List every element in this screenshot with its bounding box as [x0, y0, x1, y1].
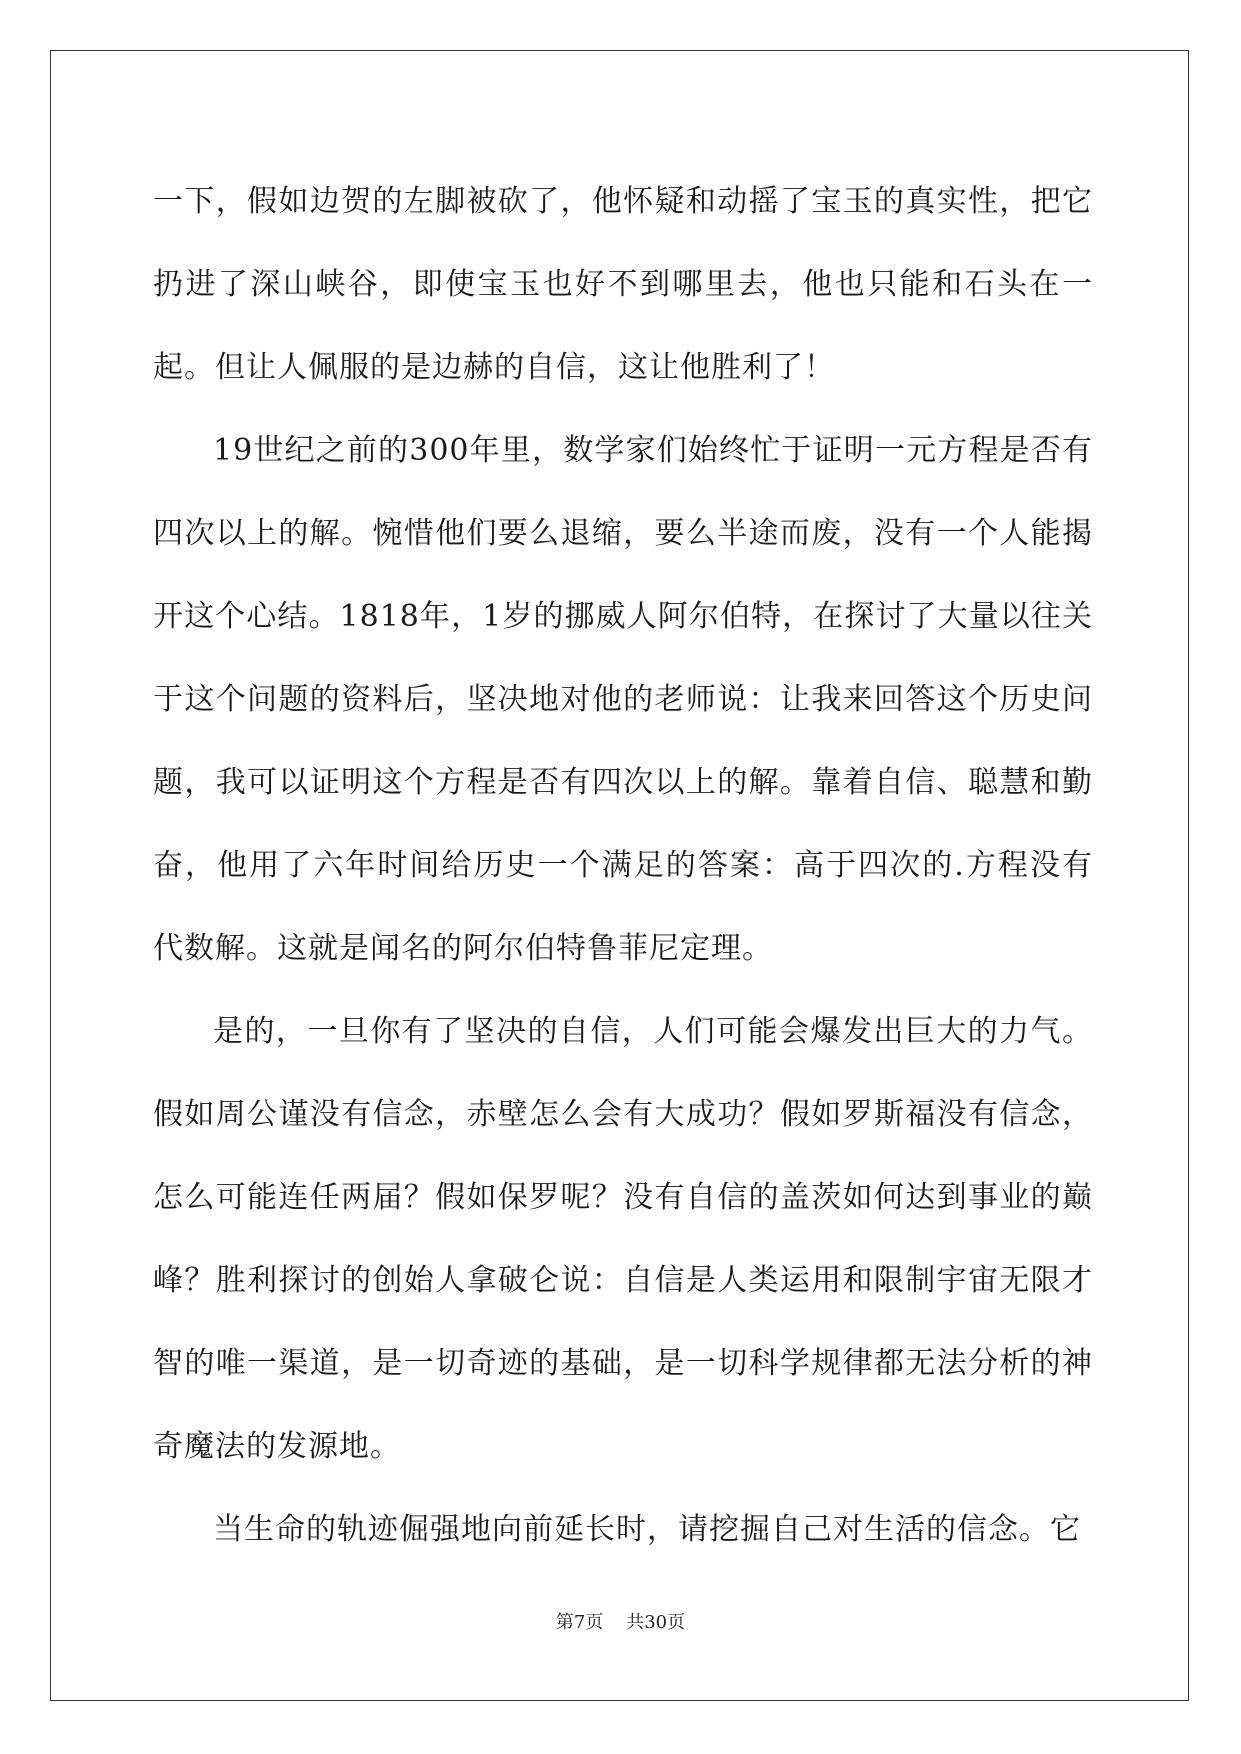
paragraph-4: 当生命的轨迹倔强地向前延长时，请挖掘自己对生活的信念。它 [213, 1512, 1081, 1547]
paragraph-2: 19世纪之前的300年里，数学家们始终忙于证明一元方程是否有四次以上的解。惋惜他们要么退缩，要么半途而废，没有一个人能揭开这个心结。1818年，1岁的挪威人阿尔伯特，在探讨了大量以往关于这个问题的资料后，坚决地对他的老师说：让我来回答这个历史问题，我可以证明这个方程是否有四次以上的解。靠着自信、聪慧和勤奋，他用了六年时间给历史一个满足的答案：高于四次的.方程没有代数解。这就是闻名的阿尔伯特鲁菲尼定理。 [153, 433, 1093, 966]
page-footer [0, 1608, 1241, 1634]
paragraph-1: 一下，假如边贺的左脚被砍了，他怀疑和动摇了宝玉的真实性，把它扔进了深山峡谷，即使宝玉也好不到哪里去，他也只能和石头在一起。但让人佩服的是边赫的自信，这让他胜利了！ [153, 184, 1093, 385]
page-total: 共30页 [626, 1612, 686, 1633]
page-number: 第7页 [555, 1612, 604, 1633]
paragraph-3: 是的，一旦你有了坚决的自信，人们可能会爆发出巨大的力气。假如周公谨没有信念，赤壁怎么会有大成功？假如罗斯福没有信念，怎么可能连任两届？假如保罗呢？没有自信的盖茨如何达到事业的巅峰？胜利探讨的创始人拿破仑说：自信是人类运用和限制宇宙无限才智的唯一渠道，是一切奇迹的基础，是一切科学规律都无法分析的神奇魔法的发源地。 [153, 1014, 1093, 1464]
document-body [153, 160, 1093, 1571]
